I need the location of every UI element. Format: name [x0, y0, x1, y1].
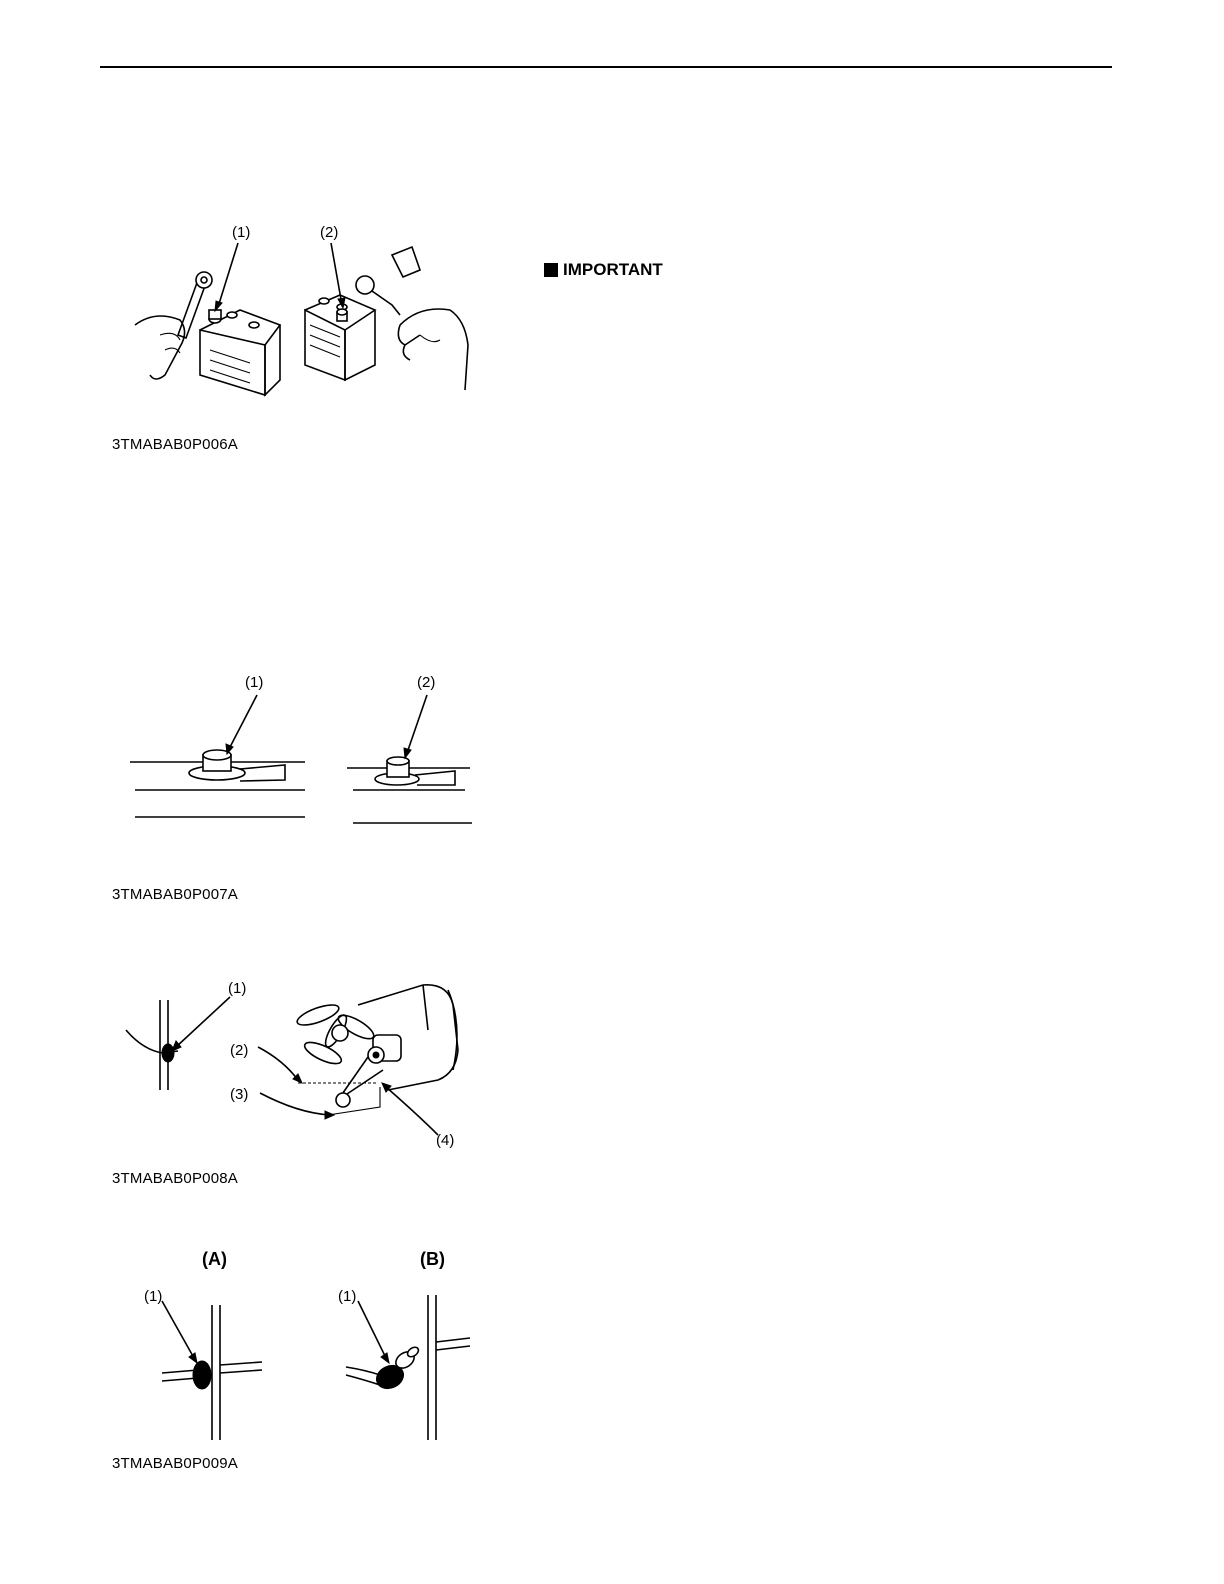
callout-2: (2)	[417, 674, 436, 691]
figure-engine-wiring	[118, 975, 478, 1155]
callout-1: (1)	[245, 674, 264, 691]
callout-2: (2)	[320, 224, 339, 241]
engine-fan-illustration	[258, 985, 458, 1135]
grommet-correct-illustration	[162, 1301, 262, 1440]
callout-4: (4)	[436, 1132, 455, 1149]
callout-3: (3)	[230, 1086, 249, 1103]
header-rule	[100, 66, 1112, 68]
grommet-incorrect-illustration	[346, 1295, 470, 1440]
bolt-illustration-right	[347, 695, 472, 823]
panel-b-label: (B)	[420, 1249, 445, 1269]
callout-1: (1)	[228, 980, 247, 997]
figure-terminal-bolts	[125, 665, 485, 835]
battery-illustration-left	[135, 243, 280, 395]
figure-grommets	[140, 1245, 480, 1445]
figure-battery-terminals	[120, 215, 500, 405]
callout-1-b: (1)	[338, 1288, 357, 1305]
figure-caption-4: 3TMABAB0P009A	[112, 1455, 238, 1472]
callout-1-a: (1)	[144, 1288, 163, 1305]
callout-2: (2)	[230, 1042, 249, 1059]
figure-caption-3: 3TMABAB0P008A	[112, 1170, 238, 1187]
black-square-icon	[544, 263, 558, 277]
figure-caption-1: 3TMABAB0P006A	[112, 436, 238, 453]
figure-caption-2: 3TMABAB0P007A	[112, 886, 238, 903]
bolt-illustration-left	[130, 695, 305, 817]
important-label: IMPORTANT	[563, 260, 663, 279]
battery-illustration-right	[305, 243, 468, 390]
clamp-detail-illustration	[126, 997, 230, 1090]
panel-a-label: (A)	[202, 1249, 227, 1269]
important-heading	[544, 260, 663, 280]
callout-1: (1)	[232, 224, 251, 241]
